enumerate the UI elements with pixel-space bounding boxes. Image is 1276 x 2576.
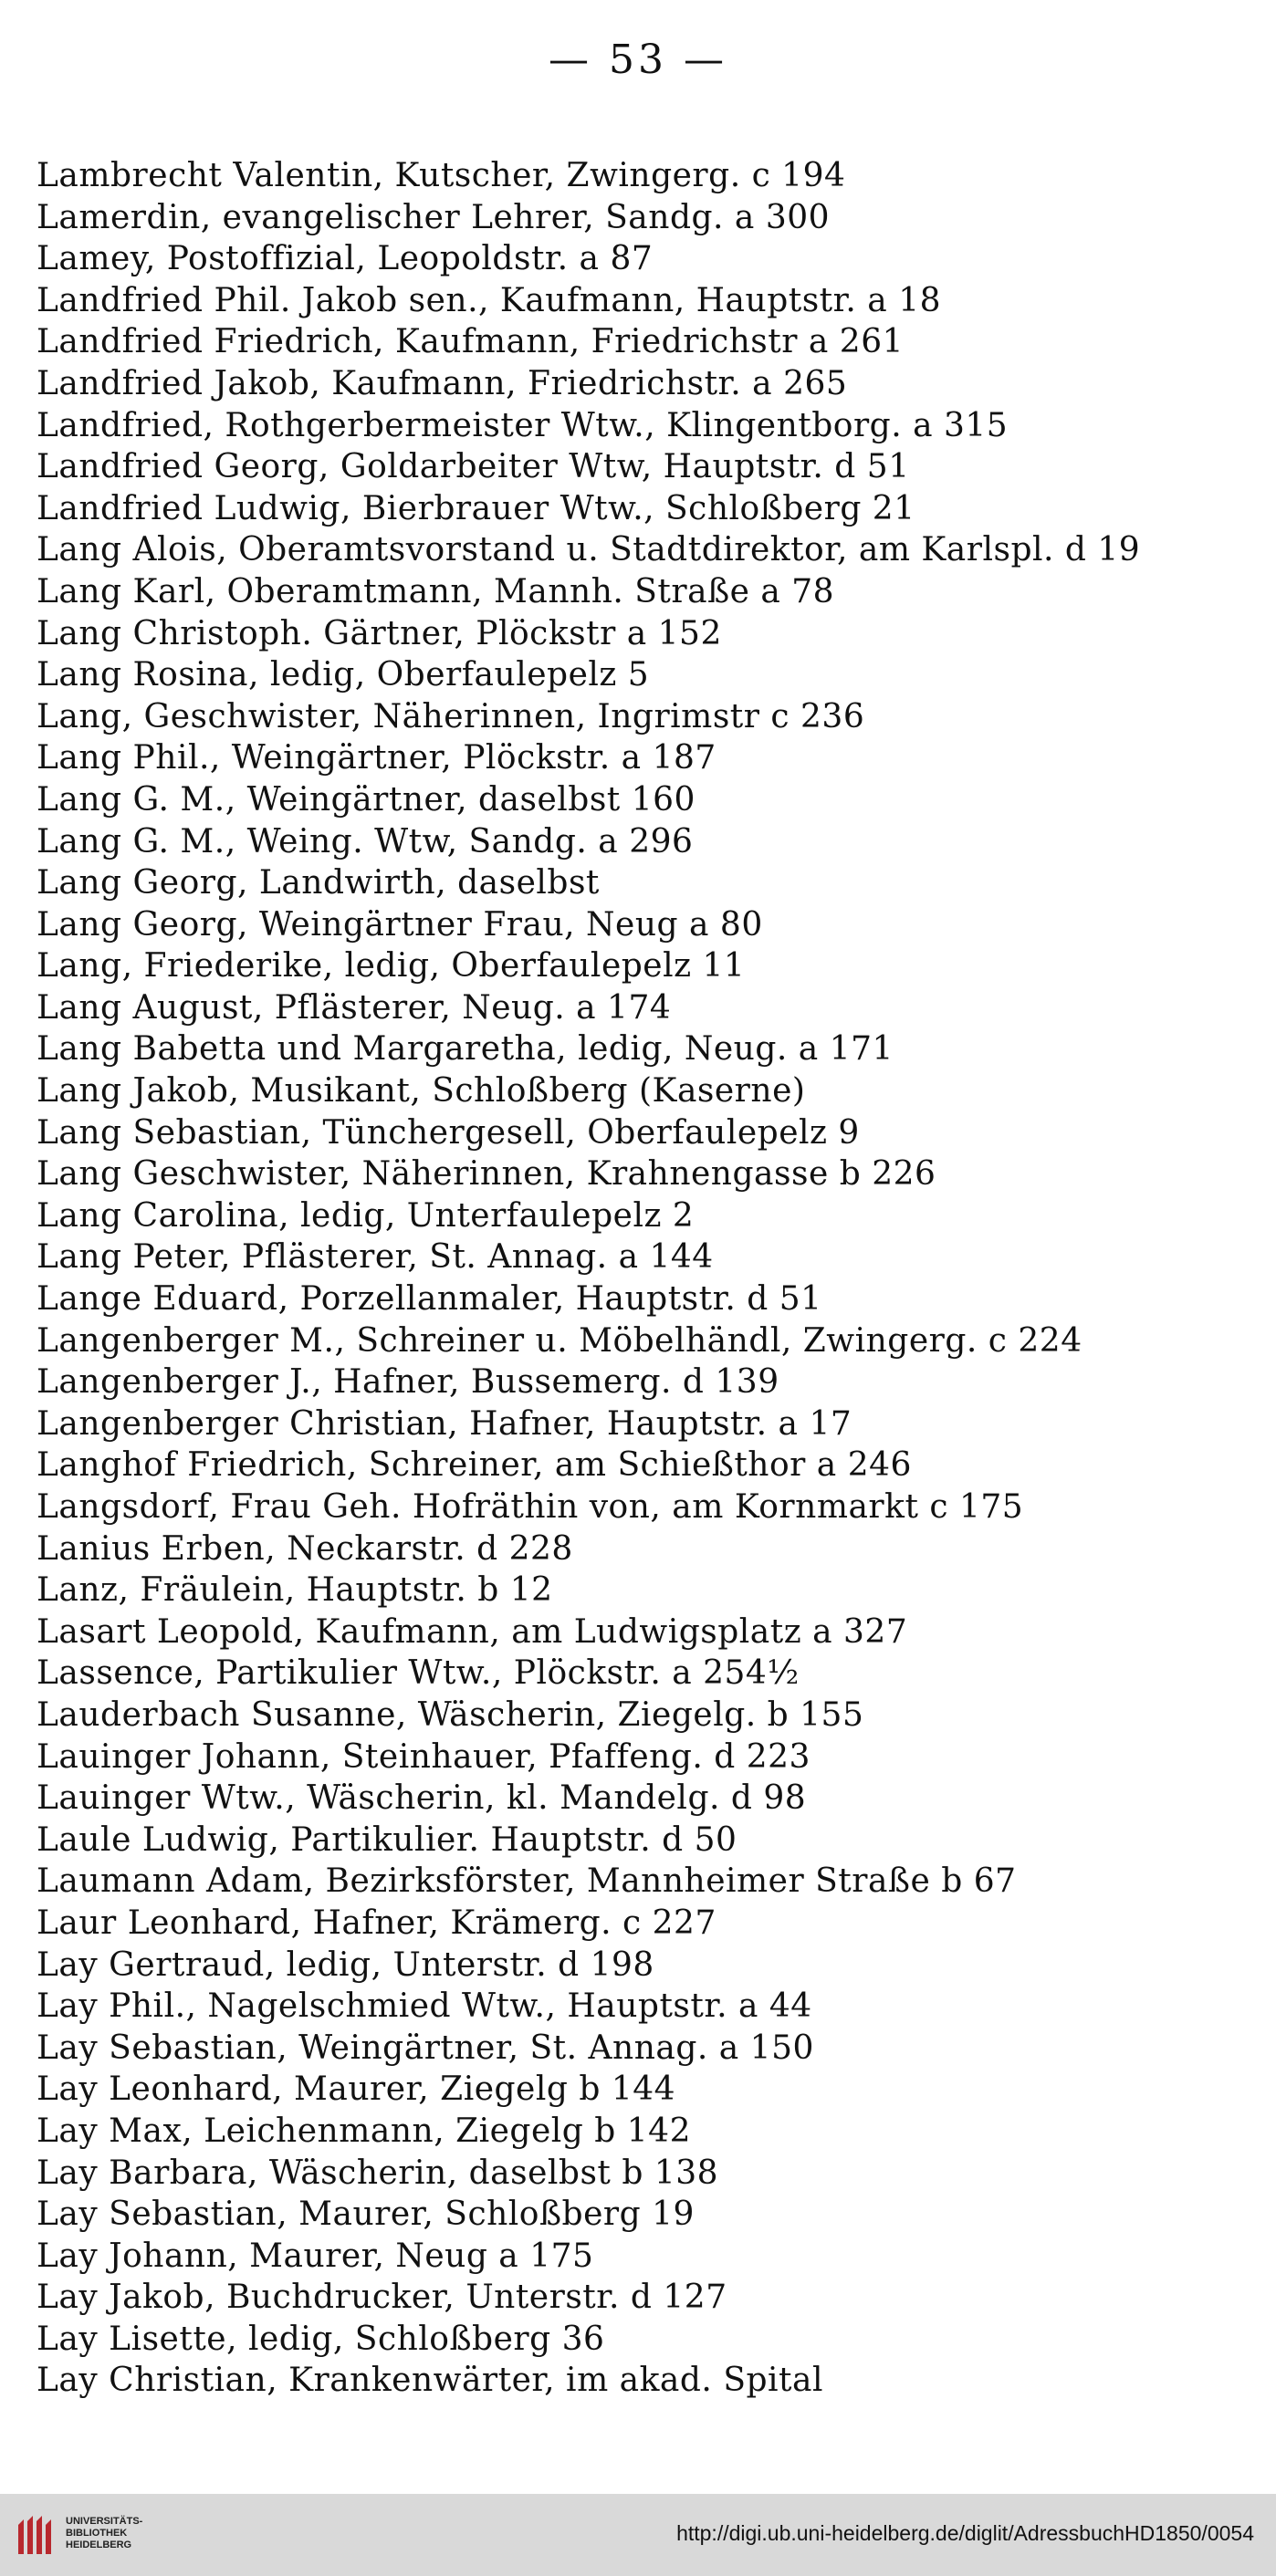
address-entry: Langhof Friedrich, Schreiner, am Schießthor a 246 [37,1446,912,1485]
logo-line: UNIVERSITÄTS- [66,2516,143,2527]
page-number: — 53 — [549,37,727,83]
address-entry: Lang, Geschwister, Näherinnen, Ingrimstr c 236 [37,697,865,735]
address-entry: Lanius Erben, Neckarstr. d 228 [37,1529,573,1568]
address-entry: Lang August, Pflästerer, Neug. a 174 [37,988,672,1027]
footer-bar [0,2494,1276,2576]
address-entry: Lay Johann, Maurer, Neug a 175 [37,2237,594,2275]
address-entry: Landfried, Rothgerbermeister Wtw., Klingentborg. a 315 [37,406,1009,444]
address-entry: Landfried Jakob, Kaufmann, Friedrichstr. a 265 [37,364,848,402]
address-entry: Lauinger Johann, Steinhauer, Pfaffeng. d 223 [37,1737,811,1776]
address-entry: Lay Leonhard, Maurer, Ziegelg b 144 [37,2070,676,2109]
address-entry: Lang Jakob, Musikant, Schloßberg (Kaserne) [37,1072,806,1111]
address-entry: Landfried Georg, Goldarbeiter Wtw, Hauptstr. d 51 [37,448,910,486]
address-entry: Lanz, Fräulein, Hauptstr. b 12 [37,1571,553,1610]
address-entry: Lang Karl, Oberamtmann, Mannh. Straße a 78 [37,572,835,610]
address-entry: Lay Sebastian, Maurer, Schloßberg 19 [37,2195,695,2234]
address-entry: Lamey, Postoffizial, Leopoldstr. a 87 [37,240,654,278]
address-entry: Lang Peter, Pflästerer, St. Annag. a 144 [37,1238,714,1277]
address-entry: Lay Sebastian, Weingärtner, St. Annag. a 150 [37,2028,814,2067]
address-entry: Lay Phil., Nagelschmied Wtw., Hauptstr. a 44 [37,1987,812,2026]
address-entry: Lang Geschwister, Näherinnen, Krahnengasse b 226 [37,1155,936,1194]
library-logo-icon [15,2512,55,2558]
address-entry: Lasart Leopold, Kaufmann, am Ludwigsplatz a 327 [37,1612,908,1651]
address-entry: Lay Christian, Krankenwärter, im akad. Spital [37,2362,823,2400]
address-entry: Lambrecht Valentin, Kutscher, Zwingerg. c 194 [37,157,846,194]
address-entry: Lang G. M., Weing. Wtw, Sandg. a 296 [37,822,694,860]
address-entry: Lay Jakob, Buchdrucker, Unterstr. d 127 [37,2279,727,2317]
address-entry: Lang G. M., Weingärtner, daselbst 160 [37,780,696,819]
address-entry: Lang Christoph. Gärtner, Plöckstr a 152 [37,614,722,652]
address-entry: Laule Ludwig, Partikulier. Hauptstr. d 50 [37,1820,737,1859]
address-entry: Lang Phil., Weingärtner, Plöckstr. a 187 [37,739,716,777]
address-entry: Laur Leonhard, Hafner, Krämerg. c 227 [37,1903,716,1942]
logo-line: HEIDELBERG [66,2539,132,2550]
address-entry: Lamerdin, evangelischer Lehrer, Sandg. a 300 [37,198,831,236]
address-entry: Lange Eduard, Porzellanmaler, Hauptstr. d 51 [37,1280,822,1319]
address-entry: Langenberger J., Hafner, Bussemerg. d 139 [37,1363,779,1402]
address-entry: Langsdorf, Frau Geh. Hofräthin von, am Kornmarkt c 175 [37,1488,1024,1526]
library-logo-text[interactable] [66,2516,142,2551]
address-entry: Landfried Phil. Jakob sen., Kaufmann, Hauptstr. a 18 [37,281,942,319]
address-entry: Langenberger Christian, Hafner, Hauptstr. a 17 [37,1404,852,1443]
address-entries [37,155,1241,2402]
address-entry: Langenberger M., Schreiner u. Möbelhändl, Zwingerg. c 224 [37,1321,1083,1360]
address-entry: Lang Babetta und Margaretha, ledig, Neug. a 171 [37,1030,894,1069]
address-entry: Lang Sebastian, Tünchergesell, Oberfaulepelz 9 [37,1113,860,1152]
address-entry: Lang Georg, Landwirth, daselbst [37,864,600,902]
logo-line: BIBLIOTHEK [66,2528,128,2539]
address-entry: Landfried Friedrich, Kaufmann, Friedrichstr a 261 [37,323,905,361]
address-entry: Lay Max, Leichenmann, Ziegelg b 142 [37,2112,691,2150]
address-entry: Lay Barbara, Wäscherin, daselbst b 138 [37,2154,719,2192]
address-entry: Lang Georg, Weingärtner Frau, Neug a 80 [37,905,763,944]
address-entry: Lay Gertraud, ledig, Unterstr. d 198 [37,1945,654,1984]
address-entry: Landfried Ludwig, Bierbrauer Wtw., Schloßberg 21 [37,489,915,527]
address-entry: Lang, Friederike, ledig, Oberfaulepelz 11 [37,947,746,986]
address-entry: Lauderbach Susanne, Wäscherin, Ziegelg. b 155 [37,1695,864,1734]
address-entry: Lassence, Partikulier Wtw., Plöckstr. a 254½ [37,1654,800,1693]
address-entry: Lang Carolina, ledig, Unterfaulepelz 2 [37,1196,695,1235]
address-entry: Lang Alois, Oberamtsvorstand u. Stadtdirektor, am Karlspl. d 19 [37,531,1141,569]
address-entry: Laumann Adam, Bezirksförster, Mannheimer Straße b 67 [37,1862,1017,1901]
source-url-link[interactable]: http://digi.ub.uni-heidelberg.de/diglit/AdressbuchHD1850/0054 [676,2521,1254,2545]
address-entry: Lang Rosina, ledig, Oberfaulepelz 5 [37,656,650,694]
address-entry: Lauinger Wtw., Wäscherin, kl. Mandelg. d 98 [37,1779,807,1818]
address-entry: Lay Lisette, ledig, Schloßberg 36 [37,2320,605,2358]
